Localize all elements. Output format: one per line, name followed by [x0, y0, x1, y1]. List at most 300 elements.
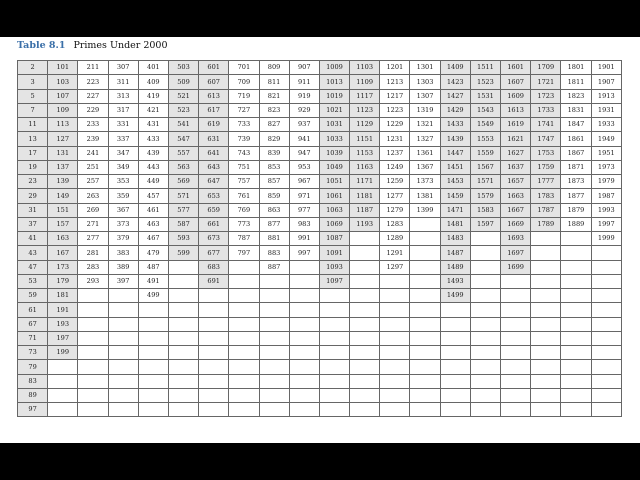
- prime-cell: [410, 217, 440, 231]
- prime-cell: [289, 360, 319, 374]
- table-row: [18, 189, 622, 203]
- prime-cell: [48, 388, 78, 402]
- prime-cell: 293: [78, 274, 108, 288]
- prime-cell: 1669: [501, 217, 531, 231]
- row-header-cell: 61: [18, 303, 48, 317]
- prime-cell: 409: [138, 75, 168, 89]
- prime-cell: 1871: [561, 160, 591, 174]
- prime-cell: [470, 289, 500, 303]
- prime-cell: [561, 317, 591, 331]
- prime-cell: 127: [48, 132, 78, 146]
- prime-cell: 1637: [501, 160, 531, 174]
- prime-cell: [531, 331, 561, 345]
- prime-cell: 229: [78, 103, 108, 117]
- prime-cell: 631: [199, 132, 229, 146]
- prime-cell: [410, 374, 440, 388]
- prime-cell: [168, 303, 198, 317]
- prime-cell: 131: [48, 146, 78, 160]
- prime-cell: 1543: [470, 103, 500, 117]
- table-row: [18, 274, 622, 288]
- table-row: [18, 260, 622, 274]
- prime-cell: 367: [108, 203, 138, 217]
- prime-cell: [410, 360, 440, 374]
- prime-cell: 113: [48, 118, 78, 132]
- prime-cell: 1667: [501, 203, 531, 217]
- prime-cell: 1283: [380, 217, 410, 231]
- prime-cell: 331: [108, 118, 138, 132]
- prime-cell: 1723: [531, 89, 561, 103]
- prime-cell: 283: [78, 260, 108, 274]
- prime-cell: 863: [259, 203, 289, 217]
- prime-cell: [561, 388, 591, 402]
- prime-cell: 751: [229, 160, 259, 174]
- prime-cell: 709: [229, 75, 259, 89]
- prime-cell: 997: [289, 246, 319, 260]
- table-row: [18, 232, 622, 246]
- prime-cell: 983: [289, 217, 319, 231]
- prime-cell: 257: [78, 175, 108, 189]
- prime-cell: 103: [48, 75, 78, 89]
- prime-cell: 787: [229, 232, 259, 246]
- prime-cell: [531, 246, 561, 260]
- prime-cell: 853: [259, 160, 289, 174]
- prime-cell: [168, 274, 198, 288]
- prime-cell: [410, 346, 440, 360]
- prime-cell: 1319: [410, 103, 440, 117]
- prime-cell: 1109: [350, 75, 380, 89]
- prime-cell: 1973: [591, 160, 621, 174]
- prime-cell: 1997: [591, 217, 621, 231]
- prime-cell: 149: [48, 189, 78, 203]
- prime-cell: 1933: [591, 118, 621, 132]
- prime-cell: 139: [48, 175, 78, 189]
- prime-cell: 389: [108, 260, 138, 274]
- prime-cell: 1511: [470, 61, 500, 75]
- prime-cell: 1229: [380, 118, 410, 132]
- prime-cell: 1361: [410, 146, 440, 160]
- prime-cell: 1171: [350, 175, 380, 189]
- prime-cell: 1439: [440, 132, 470, 146]
- prime-cell: 577: [168, 203, 198, 217]
- prime-cell: 1063: [319, 203, 349, 217]
- row-header-cell: 47: [18, 260, 48, 274]
- row-header-cell: 31: [18, 203, 48, 217]
- prime-cell: 1663: [501, 189, 531, 203]
- prime-cell: 1553: [470, 132, 500, 146]
- prime-cell: [501, 331, 531, 345]
- prime-cell: 1693: [501, 232, 531, 246]
- prime-cell: [319, 289, 349, 303]
- prime-cell: [470, 246, 500, 260]
- prime-cell: 691: [199, 274, 229, 288]
- prime-cell: [229, 374, 259, 388]
- prime-cell: 1307: [410, 89, 440, 103]
- prime-cell: [440, 374, 470, 388]
- prime-cell: [350, 289, 380, 303]
- prime-cell: [319, 374, 349, 388]
- prime-cell: [410, 331, 440, 345]
- table-row: [18, 89, 622, 103]
- prime-cell: [531, 260, 561, 274]
- prime-cell: 523: [168, 103, 198, 117]
- prime-cell: [501, 317, 531, 331]
- prime-cell: 1481: [440, 217, 470, 231]
- prime-cell: 1423: [440, 75, 470, 89]
- row-header-cell: 43: [18, 246, 48, 260]
- prime-cell: [531, 232, 561, 246]
- prime-cell: [470, 403, 500, 417]
- table-row: [18, 146, 622, 160]
- prime-cell: 677: [199, 246, 229, 260]
- prime-cell: 1913: [591, 89, 621, 103]
- prime-cell: 1789: [531, 217, 561, 231]
- prime-cell: 109: [48, 103, 78, 117]
- prime-cell: [380, 374, 410, 388]
- prime-cell: 443: [138, 160, 168, 174]
- prime-cell: [319, 331, 349, 345]
- prime-cell: 227: [78, 89, 108, 103]
- prime-cell: 733: [229, 118, 259, 132]
- prime-cell: [410, 274, 440, 288]
- prime-cell: 239: [78, 132, 108, 146]
- table-row: [18, 160, 622, 174]
- prime-cell: 151: [48, 203, 78, 217]
- prime-cell: 461: [138, 203, 168, 217]
- prime-cell: 1861: [561, 132, 591, 146]
- prime-cell: [470, 317, 500, 331]
- prime-cell: [168, 289, 198, 303]
- prime-cell: [561, 232, 591, 246]
- prime-cell: 1249: [380, 160, 410, 174]
- prime-cell: [229, 346, 259, 360]
- table-row: [18, 103, 622, 117]
- prime-cell: [561, 346, 591, 360]
- prime-cell: [531, 388, 561, 402]
- table-row: [18, 403, 622, 417]
- prime-cell: [199, 374, 229, 388]
- prime-cell: [168, 374, 198, 388]
- prime-cell: 379: [108, 232, 138, 246]
- prime-cell: [259, 289, 289, 303]
- prime-cell: [591, 388, 621, 402]
- prime-cell: 1877: [561, 189, 591, 203]
- prime-cell: 1987: [591, 189, 621, 203]
- prime-cell: [350, 274, 380, 288]
- prime-cell: [501, 274, 531, 288]
- prime-cell: 1301: [410, 61, 440, 75]
- prime-cell: [199, 317, 229, 331]
- prime-cell: 1033: [319, 132, 349, 146]
- prime-cell: 1747: [531, 132, 561, 146]
- prime-cell: 467: [138, 232, 168, 246]
- prime-cell: 421: [138, 103, 168, 117]
- prime-cell: 653: [199, 189, 229, 203]
- prime-cell: 1619: [501, 118, 531, 132]
- prime-cell: 883: [259, 246, 289, 260]
- prime-cell: [108, 360, 138, 374]
- prime-cell: [561, 260, 591, 274]
- prime-cell: [259, 403, 289, 417]
- prime-cell: [319, 317, 349, 331]
- prime-cell: 431: [138, 118, 168, 132]
- prime-cell: 823: [259, 103, 289, 117]
- prime-cell: [108, 388, 138, 402]
- row-header-cell: 59: [18, 289, 48, 303]
- prime-cell: 1999: [591, 232, 621, 246]
- prime-cell: 167: [48, 246, 78, 260]
- row-header-cell: 67: [18, 317, 48, 331]
- prime-cell: 1753: [531, 146, 561, 160]
- prime-cell: [78, 360, 108, 374]
- prime-cell: [168, 403, 198, 417]
- prime-cell: 317: [108, 103, 138, 117]
- prime-cell: 1823: [561, 89, 591, 103]
- prime-cell: 643: [199, 160, 229, 174]
- prime-cell: 1471: [440, 203, 470, 217]
- table-row: [18, 118, 622, 132]
- prime-cell: [138, 346, 168, 360]
- prime-cell: [350, 374, 380, 388]
- prime-cell: 1187: [350, 203, 380, 217]
- prime-cell: [531, 403, 561, 417]
- table-row: [18, 175, 622, 189]
- prime-cell: 307: [108, 61, 138, 75]
- prime-cell: 1019: [319, 89, 349, 103]
- prime-cell: 911: [289, 75, 319, 89]
- prime-cell: [168, 331, 198, 345]
- prime-cell: [229, 317, 259, 331]
- prime-cell: 1889: [561, 217, 591, 231]
- row-header-cell: 79: [18, 360, 48, 374]
- prime-cell: [410, 388, 440, 402]
- prime-cell: 1831: [561, 103, 591, 117]
- prime-cell: 587: [168, 217, 198, 231]
- prime-cell: [410, 303, 440, 317]
- prime-cell: [350, 403, 380, 417]
- prime-cell: 593: [168, 232, 198, 246]
- prime-cell: 137: [48, 160, 78, 174]
- prime-cell: 1579: [470, 189, 500, 203]
- prime-cell: 953: [289, 160, 319, 174]
- prime-cell: [380, 388, 410, 402]
- prime-cell: 1489: [440, 260, 470, 274]
- table-title: Primes Under 2000: [73, 40, 168, 51]
- prime-cell: [199, 403, 229, 417]
- prime-cell: 1607: [501, 75, 531, 89]
- document-page: [0, 37, 640, 443]
- prime-cell: 769: [229, 203, 259, 217]
- prime-cell: [591, 246, 621, 260]
- prime-cell: [591, 289, 621, 303]
- prime-cell: [259, 331, 289, 345]
- prime-cell: 1193: [350, 217, 380, 231]
- prime-cell: 251: [78, 160, 108, 174]
- prime-cell: [350, 246, 380, 260]
- prime-cell: [531, 274, 561, 288]
- prime-cell: 727: [229, 103, 259, 117]
- table-number: Table 8.1: [17, 40, 66, 51]
- prime-cell: [501, 303, 531, 317]
- prime-cell: 1153: [350, 146, 380, 160]
- prime-cell: [380, 317, 410, 331]
- prime-cell: 1459: [440, 189, 470, 203]
- prime-cell: 101: [48, 61, 78, 75]
- prime-cell: [380, 331, 410, 345]
- row-header-cell: 41: [18, 232, 48, 246]
- prime-cell: 1901: [591, 61, 621, 75]
- bottom-letterbox: [0, 443, 640, 480]
- prime-cell: [229, 388, 259, 402]
- prime-cell: [199, 360, 229, 374]
- prime-cell: 1213: [380, 75, 410, 89]
- prime-cell: [229, 303, 259, 317]
- prime-cell: 1289: [380, 232, 410, 246]
- prime-cell: [440, 360, 470, 374]
- prime-cell: [470, 232, 500, 246]
- prime-cell: [350, 360, 380, 374]
- prime-cell: [138, 388, 168, 402]
- prime-cell: [410, 289, 440, 303]
- prime-cell: 941: [289, 132, 319, 146]
- prime-cell: 181: [48, 289, 78, 303]
- prime-cell: 277: [78, 232, 108, 246]
- table-row: [18, 317, 622, 331]
- prime-cell: [440, 303, 470, 317]
- prime-cell: 463: [138, 217, 168, 231]
- prime-cell: [380, 303, 410, 317]
- prime-cell: [289, 274, 319, 288]
- prime-cell: 641: [199, 146, 229, 160]
- prime-cell: [168, 360, 198, 374]
- prime-cell: 1231: [380, 132, 410, 146]
- prime-cell: [591, 331, 621, 345]
- prime-cell: [108, 317, 138, 331]
- prime-cell: 1009: [319, 61, 349, 75]
- prime-cell: 1657: [501, 175, 531, 189]
- prime-cell: [229, 403, 259, 417]
- prime-cell: 839: [259, 146, 289, 160]
- prime-cell: [350, 317, 380, 331]
- prime-cell: 193: [48, 317, 78, 331]
- prime-cell: [350, 331, 380, 345]
- prime-cell: [410, 260, 440, 274]
- prime-cell: [470, 346, 500, 360]
- prime-cell: 1103: [350, 61, 380, 75]
- prime-cell: 1499: [440, 289, 470, 303]
- prime-cell: [319, 403, 349, 417]
- prime-cell: 1567: [470, 160, 500, 174]
- prime-cell: 1549: [470, 118, 500, 132]
- prime-cell: [470, 360, 500, 374]
- prime-cell: 1217: [380, 89, 410, 103]
- prime-cell: [380, 274, 410, 288]
- row-header-cell: 3: [18, 75, 48, 89]
- row-header-cell: 37: [18, 217, 48, 231]
- prime-cell: 487: [138, 260, 168, 274]
- prime-cell: 1163: [350, 160, 380, 174]
- prime-cell: 661: [199, 217, 229, 231]
- prime-cell: [470, 274, 500, 288]
- table-row: [18, 374, 622, 388]
- prime-cell: 857: [259, 175, 289, 189]
- prime-cell: [470, 331, 500, 345]
- prime-cell: 599: [168, 246, 198, 260]
- prime-cell: [108, 303, 138, 317]
- prime-cell: 1039: [319, 146, 349, 160]
- prime-cell: 1571: [470, 175, 500, 189]
- prime-cell: 773: [229, 217, 259, 231]
- prime-cell: 1409: [440, 61, 470, 75]
- table-row: [18, 346, 622, 360]
- prime-cell: [501, 360, 531, 374]
- prime-cell: [78, 346, 108, 360]
- prime-cell: 1013: [319, 75, 349, 89]
- prime-cell: [289, 331, 319, 345]
- prime-cell: [561, 303, 591, 317]
- table-row: [18, 246, 622, 260]
- prime-cell: 569: [168, 175, 198, 189]
- row-header-cell: 13: [18, 132, 48, 146]
- prime-cell: 919: [289, 89, 319, 103]
- prime-cell: 739: [229, 132, 259, 146]
- row-header-cell: 7: [18, 103, 48, 117]
- prime-cell: 1597: [470, 217, 500, 231]
- row-header-cell: 89: [18, 388, 48, 402]
- prime-cell: 1847: [561, 118, 591, 132]
- prime-cell: [591, 317, 621, 331]
- prime-cell: 1051: [319, 175, 349, 189]
- prime-cell: [470, 303, 500, 317]
- prime-cell: 1447: [440, 146, 470, 160]
- prime-cell: 1117: [350, 89, 380, 103]
- prime-cell: [561, 274, 591, 288]
- prime-cell: 1429: [440, 103, 470, 117]
- prime-cell: 907: [289, 61, 319, 75]
- prime-cell: [350, 232, 380, 246]
- prime-cell: 829: [259, 132, 289, 146]
- prime-cell: [138, 331, 168, 345]
- prime-cell: 1259: [380, 175, 410, 189]
- prime-cell: [591, 403, 621, 417]
- prime-cell: [440, 388, 470, 402]
- prime-cell: [259, 360, 289, 374]
- prime-cell: 1321: [410, 118, 440, 132]
- prime-cell: [78, 317, 108, 331]
- prime-cell: [138, 374, 168, 388]
- prime-cell: 433: [138, 132, 168, 146]
- prime-cell: 173: [48, 260, 78, 274]
- prime-cell: 1741: [531, 118, 561, 132]
- table-row: [18, 75, 622, 89]
- primes-table: [17, 60, 622, 417]
- prime-cell: [380, 360, 410, 374]
- prime-cell: 1699: [501, 260, 531, 274]
- prime-cell: 503: [168, 61, 198, 75]
- prime-cell: 557: [168, 146, 198, 160]
- prime-cell: 439: [138, 146, 168, 160]
- prime-cell: 281: [78, 246, 108, 260]
- prime-cell: 1951: [591, 146, 621, 160]
- prime-cell: [229, 289, 259, 303]
- table-row: [18, 289, 622, 303]
- prime-cell: 419: [138, 89, 168, 103]
- row-header-cell: 5: [18, 89, 48, 103]
- prime-cell: 547: [168, 132, 198, 146]
- prime-cell: 1487: [440, 246, 470, 260]
- prime-cell: [591, 260, 621, 274]
- prime-cell: [319, 303, 349, 317]
- prime-cell: 157: [48, 217, 78, 231]
